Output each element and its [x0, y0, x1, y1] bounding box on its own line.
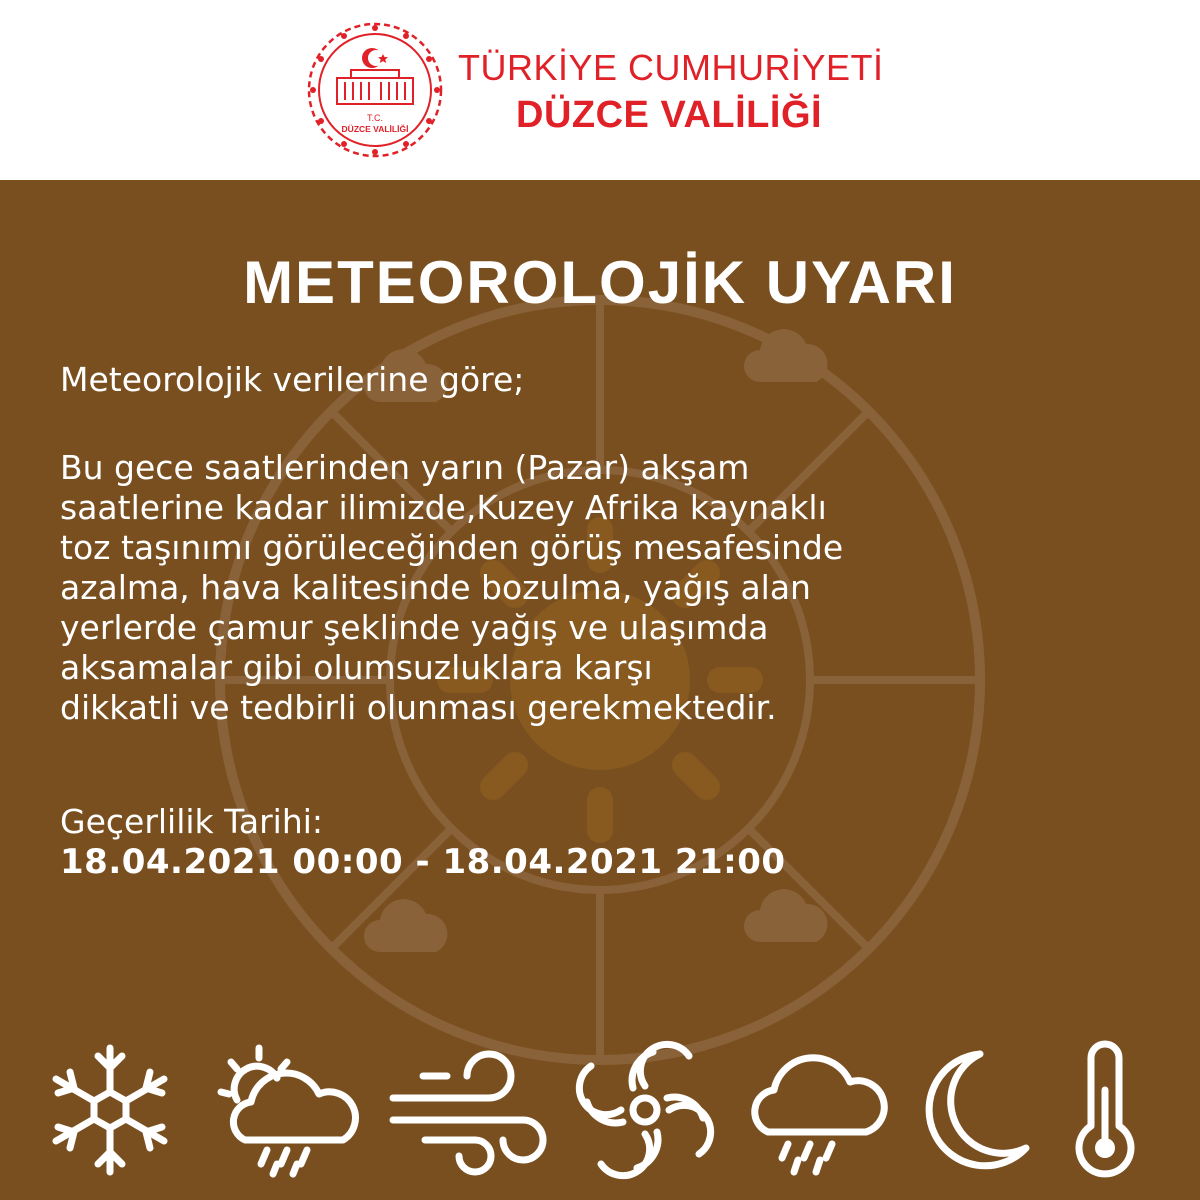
intro-text: Meteorolojik verilerine göre;	[60, 360, 525, 399]
hurricane-icon	[575, 1040, 715, 1180]
snowflake-icon	[40, 1040, 180, 1180]
validity-dates: 18.04.2021 00:00 - 18.04.2021 21:00	[60, 842, 786, 882]
seal-top-text: T.C.	[366, 113, 384, 123]
seal-bottom-text: DÜZCE VALİLİĞİ	[341, 124, 409, 134]
cloud-rain-icon	[740, 1040, 890, 1180]
wind-icon	[385, 1040, 555, 1180]
thermometer-icon	[1065, 1040, 1145, 1180]
governorship-seal-icon	[305, 20, 445, 160]
warning-body: Bu gece saatlerinden yarın (Pazar) akşam saatlerine kadar ilimizde,Kuzey Afrika kaynaklı toz taşınımı görüleceğinden görüş mesafesinde azalma, hava kalitesinde bozulma, yağış alan yerlerde çamur şeklinde yağış ve ulaşımda aksamalar gibi olumsuzluklara karşı dikkatli ve tedbirli olunması gerekmektedir.	[60, 448, 844, 727]
governorship-name: DÜZCE VALİLİĞİ	[516, 94, 823, 136]
warning-panel	[0, 180, 1200, 1200]
moon-icon	[910, 1040, 1040, 1180]
header	[0, 0, 1200, 180]
government-title: TÜRKİYE CUMHURİYETİ	[458, 47, 884, 88]
validity-label: Geçerlilik Tarihi:	[60, 802, 324, 841]
warning-title: METEOROLOJİK UYARI	[243, 249, 957, 316]
weather-icon-row	[0, 1040, 1200, 1180]
sun-cloud-rain-icon	[215, 1040, 365, 1180]
